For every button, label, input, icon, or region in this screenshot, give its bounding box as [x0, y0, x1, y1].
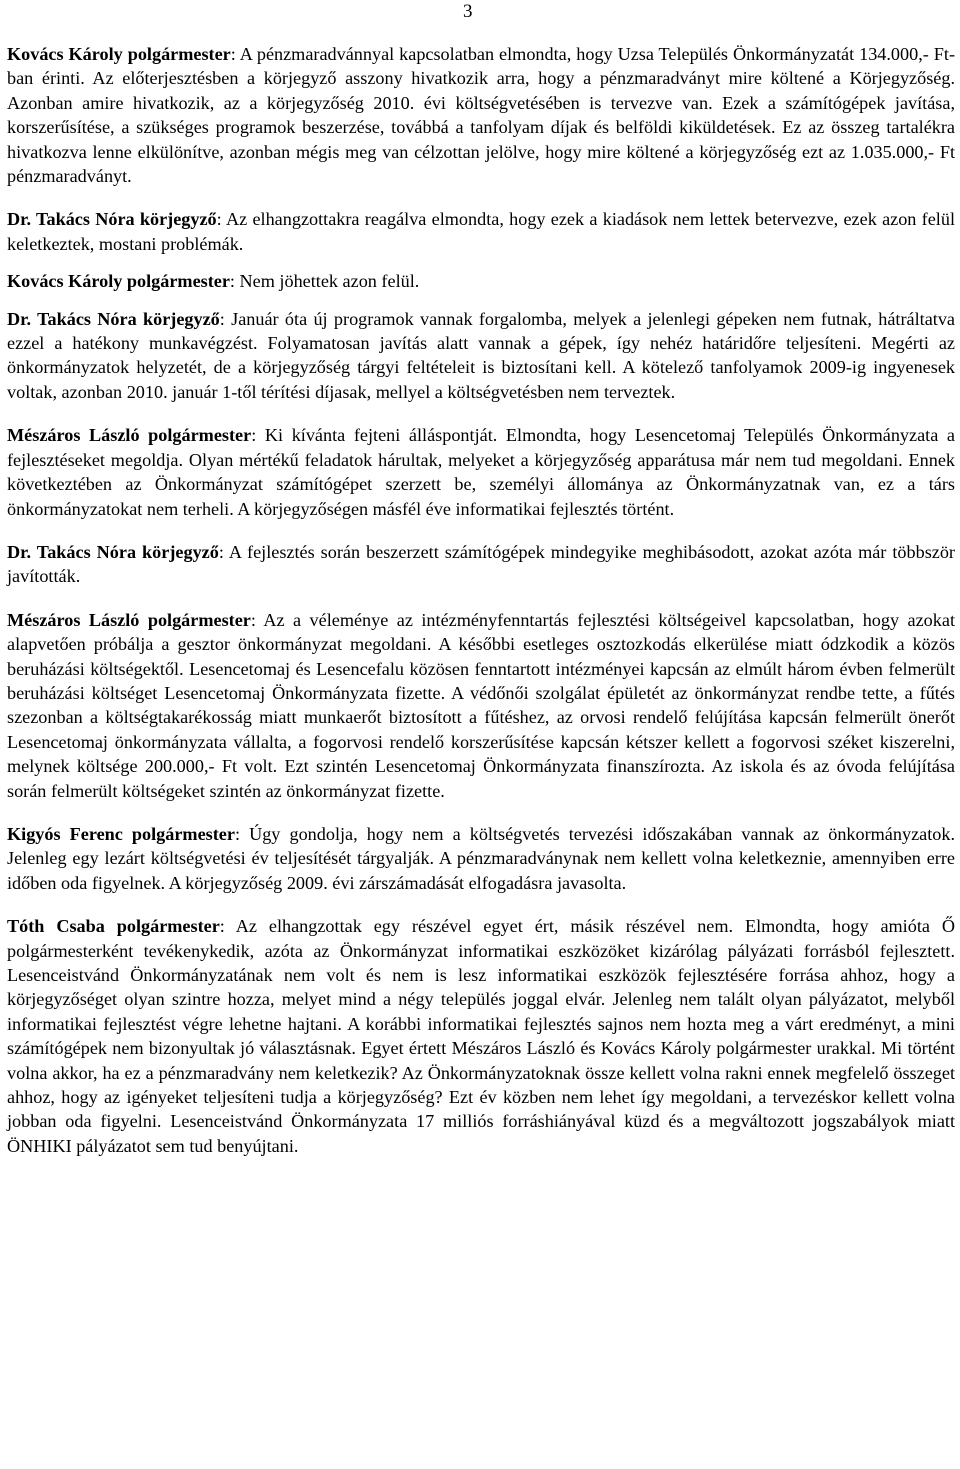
paragraph-kovacs-2 [7, 269, 955, 293]
paragraph-meszaros-1 [7, 423, 955, 521]
speaker-name: Kigyós Ferenc polgármester [7, 823, 235, 844]
speaker-name: Dr. Takács Nóra körjegyző [7, 308, 220, 329]
paragraph-text: : Január óta új programok vannak forgalomba, melyek a jelenlegi gépeken nem futnak, hátráltatva ezzel a hatékony munkavégzést. Folyamatosan javítás alatt vannak a gépek, így nehéz határidőre teljesíteni. Megérti az önkormányzatok helyzetét, de a körjegyzőség tárgyi feltételeit is biztosítani kell. A kötelező tanfolyamok 2009-ig ingyenesek voltak, azonban 2010. január 1-től térítési díjasak, mellyel a költségvetésben nem terveztek. [7, 308, 955, 402]
paragraph-text: : A fejlesztés során beszerzett számítógépek mindegyike meghibásodott, azokat azóta már többször javították. [7, 541, 955, 587]
paragraph-toth-1 [7, 914, 955, 1158]
paragraph-takacs-3 [7, 540, 955, 589]
speaker-name: Kovács Károly polgármester [7, 44, 231, 64]
paragraph-text: : Úgy gondolja, hogy nem a költségvetés tervezési időszakában vannak az önkormányzatok. Jelenleg egy lezárt költségvetési év teljesítését tárgyalják. A pénzmaradványnak nem kellett volna keletkeznie, amennyiben erre időben oda figyelnek. A körjegyzőség 2009. évi zárszámadását elfogadásra javasolta. [7, 823, 955, 893]
paragraph-text: : Az elhangzottakra reagálva elmondta, hogy ezek a kiadások nem lettek betervezve, ezek azon felül keletkeztek, mostani problémák. [7, 209, 955, 254]
paragraph-text: : Nem jöhettek azon felül. [229, 271, 420, 292]
speaker-name: Dr. Takács Nóra körjegyző [7, 209, 217, 230]
speaker-name: Mészáros László polgármester [7, 609, 251, 630]
speaker-name: Tóth Csaba polgármester [7, 916, 220, 937]
paragraph-meszaros-2 [7, 608, 955, 803]
document-body [7, 42, 955, 1177]
paragraph-text: : A pénzmaradvánnyal kapcsolatban elmondta, hogy Uzsa Település Önkormányzatát 134.000,- Ft-ban érinti. Az előterjesztésben a körjegyző asszony hivatkozik arra, hogy a pénzmaradványt mire költené a Körjegyzőség. Azonban amire hivatkozik, az a körjegyzőség 2010. évi költségvetésében is tervezve van. Ezek a számítógépek javítása, korszerűsítése, a szükséges programok beszerzése, továbbá a tanfolyam díjak és belföldi kiküldetések. Ez az összeg tartalékra hivatkozva lenne elkülönítve, azonban mégis meg van célzottan jelölve, hogy mire költené a körjegyzőség ezt az 1.035.000,- Ft pénzmaradványt. [7, 44, 956, 187]
paragraph-text: : Az a véleménye az intézményfenntartás fejlesztési költségeivel kapcsolatban, hogy azokat alapvetően próbálja a gesztor önkormányzat megoldani. A későbbi esetleges osztozkodás elkerülése miatt ódzkodik a közös beruházási költségektől. Lesencetomaj és Lesencefalu közösen fenntartott intézményei kapcsán az elmúlt három évben felmerült beruházási költséget Lesencetomaj Önkormányzata fizette. A védőnői szolgálat épületét az önkormányzat rendbe tette, a fűtés szezonban a költségtakarékosság miatt munkaerőt biztosított a fűtéshez, az orvosi rendelő felújítása kapcsán felmerült önerőt Lesencetomaj önkormányzata vállalta, a fogorvosi rendelő korszerűsítése kapcsán kétszer kellett a fogorvosi széket kiszerelni, melynek költsége 200.000,- Ft volt. Ezt szintén Lesencetomaj Önkormányzata finanszírozta. Az iskola és az óvoda felújítása során felmerült költségeket szintén az önkormányzat fizette. [7, 609, 955, 801]
paragraph-kigyos-1 [7, 822, 955, 895]
paragraph-text: : Az elhangzottak egy részével egyet ért, másik részével nem. Elmondta, hogy amióta Ő polgármesterként tevékenykedik, azóta az Önkormányzat informatikai eszközöket kizárólag pályázati forrásból fejlesztett. Lesenceistvánd Önkormányzatának nem volt és nem is lesz informatikai eszközök fejlesztésére forrása ahhoz, hogy a körjegyzőséget olyan szintre hozza, melyet mind a négy település joggal elvár. Jelenleg nem talált olyan pályázatot, melyből informatikai fejlesztést végre lehetne hajtani. A korábbi informatikai fejlesztés sajnos nem hozta meg a várt eredményt, a mini számítógépek nem bizonyultak jó választásnak. Egyet értett Mészáros László és Kovács Károly polgármester urakkal. Mi történt volna akkor, ha ez a pénzmaradvány nem keletkezik? Az Önkormányzatoknak össze kellett volna rakni ennek megfelelő összeget ahhoz, hogy az igényeket teljesíteni tudja a körjegyzőség? Ezt év közben nem lehet így megoldani, a tervezéskor kellett volna jobban oda figyelni. Lesenceistvánd Önkormányzata 17 milliós forráshiányával küzd és a megváltozott jogszabályok miatt ÖNHIKI pályázatot sem tud benyújtani. [7, 916, 955, 1156]
paragraph-takacs-2 [7, 307, 955, 405]
speaker-name: Kovács Károly polgármester [7, 271, 230, 292]
page-number: 3 [463, 1, 473, 22]
paragraph-text: : Ki kívánta fejteni álláspontját. Elmondta, hogy Lesencetomaj Település Önkormányzata a fejlesztéseket megoldja. Olyan mértékű feladatok hárultak, melyeket a körjegyzőség apparátusa már nem tud megoldani. Ennek következtében az Önkormányzat számítógépet szerzett be, személyi állománya az Önkormányzatnak van, ez a társ önkormányzatokat nem terheli. A körjegyzőségen másfél éve informatikai fejlesztés történt. [7, 425, 955, 519]
speaker-name: Mészáros László polgármester [7, 425, 252, 446]
paragraph-takacs-1 [7, 207, 955, 256]
speaker-name: Dr. Takács Nóra körjegyző [7, 541, 219, 562]
paragraph-kovacs-1 [7, 42, 955, 188]
